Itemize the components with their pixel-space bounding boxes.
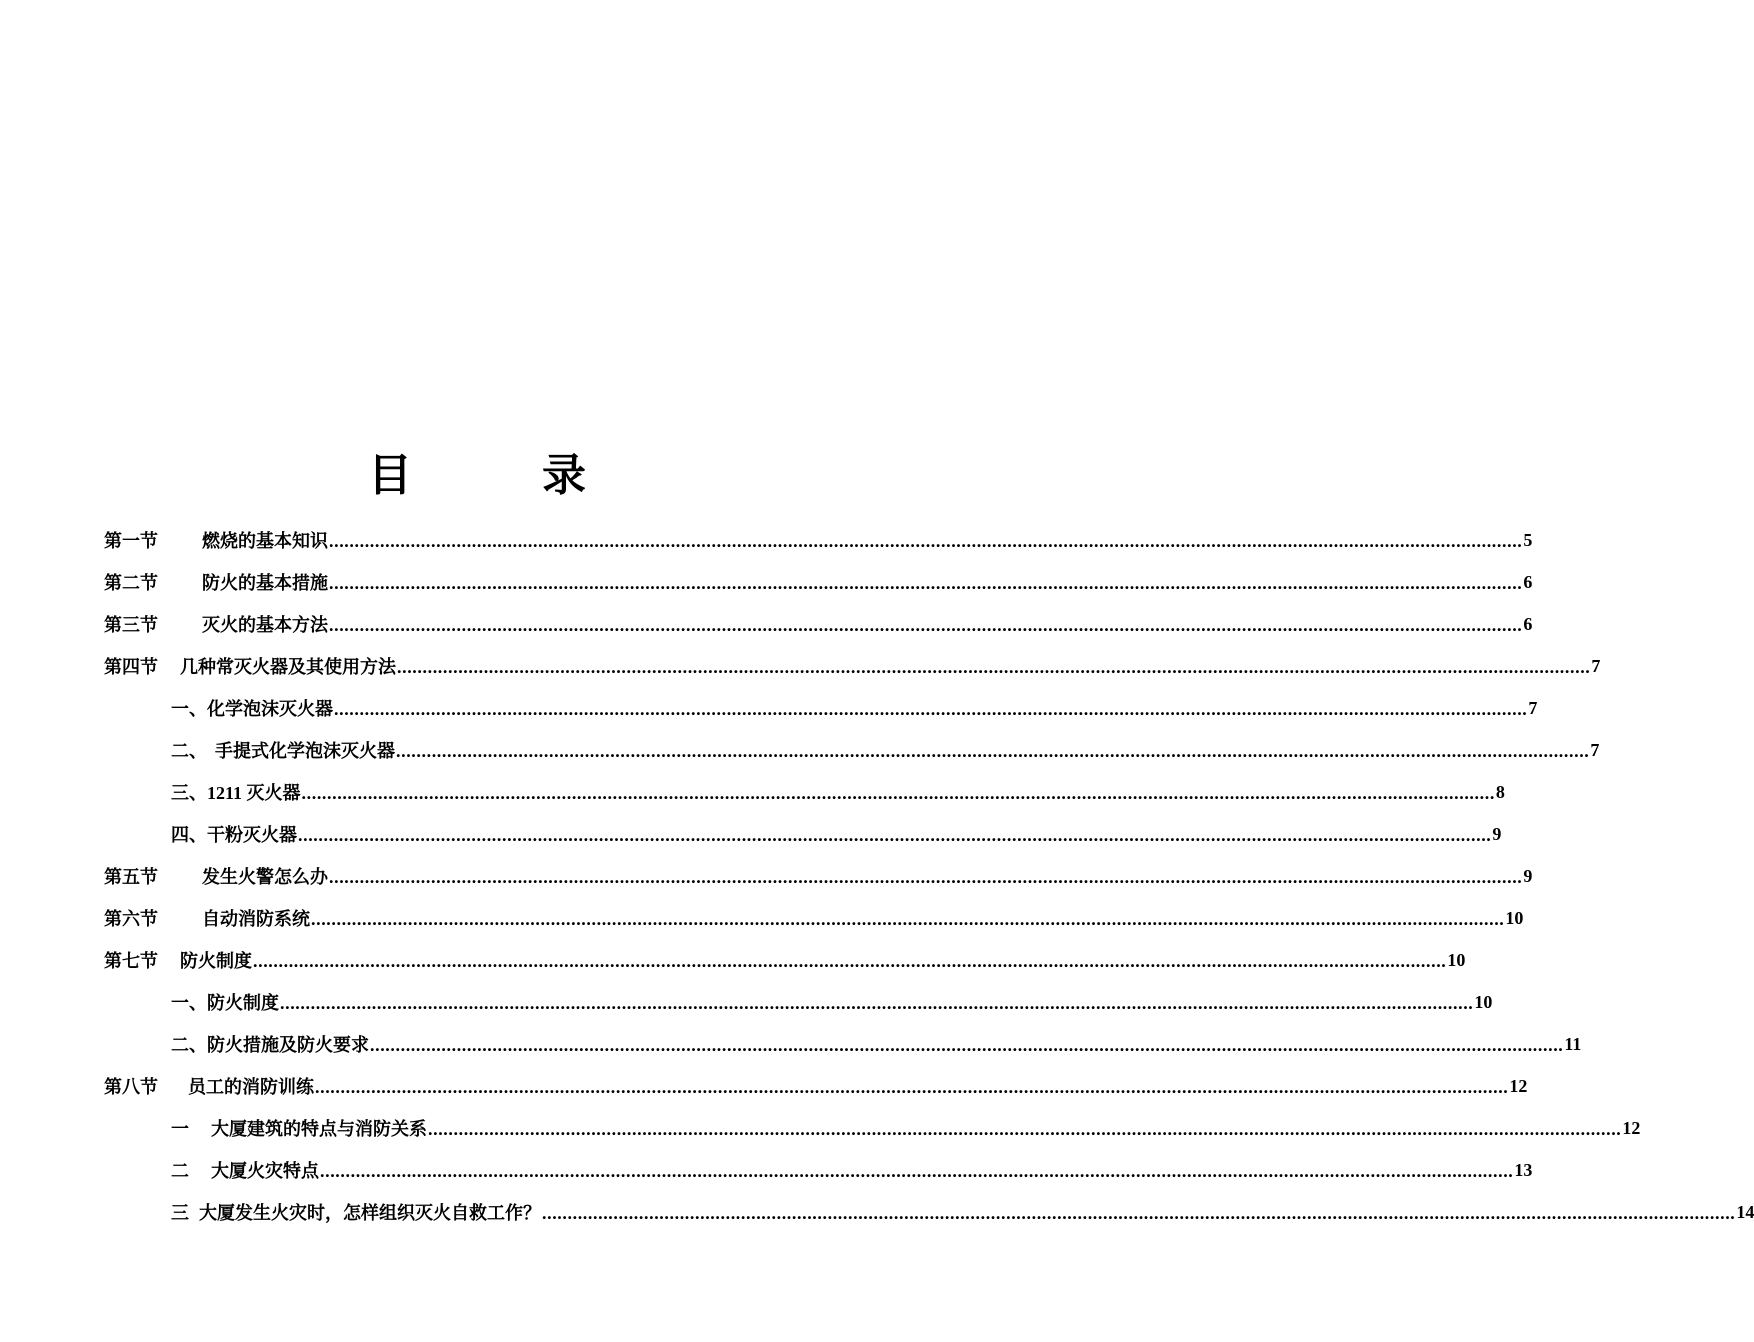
toc-entry-section-3[interactable] [104, 603, 1533, 645]
toc-entry-section-4[interactable] [104, 645, 1601, 687]
entry-heading: 化学泡沫灭火器 [207, 699, 333, 720]
entry-label [104, 527, 328, 553]
entry-heading: 防火制度 [207, 993, 279, 1014]
dot-leader: .......................................................................................................................................................................................................................................... [253, 950, 1447, 971]
toc-entry-sub-8-2[interactable] [104, 1149, 1533, 1191]
dot-leader: .......................................................................................................................................................................................................................................... [396, 740, 1590, 761]
entry-page-number: 12 [1509, 1075, 1528, 1096]
entry-section: 第八节 [104, 1077, 158, 1098]
toc-entry-sub-4-3[interactable] [104, 771, 1505, 813]
entry-label [104, 863, 328, 889]
dot-leader: .......................................................................................................................................................................................................................................... [329, 614, 1523, 635]
toc-entry-sub-4-2[interactable] [104, 729, 1600, 771]
entry-heading: 大厦火灾特点 [211, 1161, 319, 1182]
entry-heading: 防火的基本措施 [202, 573, 328, 594]
entry-heading: 灭火的基本方法 [202, 615, 328, 636]
dot-leader: .......................................................................................................................................................................................................................................... [320, 1160, 1514, 1181]
entry-heading: 干粉灭火器 [207, 825, 297, 846]
entry-page-number: 8 [1495, 781, 1505, 802]
toc-list [104, 519, 1754, 1233]
entry-section: 一、 [171, 993, 207, 1014]
entry-page-number: 14 [1736, 1201, 1754, 1222]
entry-label [171, 1199, 541, 1225]
entry-page-number: 6 [1523, 613, 1533, 634]
entry-heading: 1211 灭火器 [207, 783, 301, 803]
entry-heading: 大厦建筑的特点与消防关系 [211, 1119, 427, 1140]
entry-page-number: 9 [1492, 823, 1502, 844]
entry-heading: 手提式化学泡沫灭火器 [215, 741, 395, 762]
toc-title [0, 446, 950, 506]
entry-label [104, 1073, 314, 1099]
entry-heading: 燃烧的基本知识 [202, 531, 328, 552]
entry-section: 一 [171, 1119, 189, 1140]
toc-entry-section-1[interactable] [104, 519, 1533, 561]
entry-heading: 员工的消防训练 [188, 1077, 314, 1098]
toc-entry-section-6[interactable] [104, 897, 1524, 939]
entry-section: 第七节 [104, 951, 158, 972]
entry-page-number: 12 [1622, 1117, 1641, 1138]
entry-page-number: 10 [1474, 991, 1493, 1012]
entry-page-number: 13 [1514, 1159, 1533, 1180]
dot-leader: .......................................................................................................................................................................................................................................... [329, 530, 1523, 551]
entry-section: 三、 [171, 783, 207, 804]
dot-leader: .......................................................................................................................................................................................................................................... [315, 1076, 1509, 1097]
entry-heading: 大厦发生火灾时，怎样组织灭火自救工作？ [199, 1203, 541, 1224]
entry-label [171, 737, 395, 763]
entry-section: 二 [171, 1161, 189, 1182]
dot-leader: .......................................................................................................................................................................................................................................... [301, 782, 1495, 803]
entry-heading: 自动消防系统 [202, 909, 310, 930]
toc-entry-section-7[interactable] [104, 939, 1466, 981]
entry-page-number: 7 [1590, 739, 1600, 760]
dot-leader: .......................................................................................................................................................................................................................................... [280, 992, 1474, 1013]
toc-entry-sub-8-1[interactable] [104, 1107, 1641, 1149]
entry-label [104, 569, 328, 595]
toc-entry-section-5[interactable] [104, 855, 1533, 897]
entry-page-number: 7 [1591, 655, 1601, 676]
entry-page-number: 7 [1528, 697, 1538, 718]
entry-label [171, 695, 333, 721]
entry-section: 一、 [171, 699, 207, 720]
entry-section: 第六节 [104, 909, 158, 930]
entry-page-number: 10 [1505, 907, 1524, 928]
entry-label [104, 947, 252, 973]
toc-entry-section-2[interactable] [104, 561, 1533, 603]
entry-heading: 发生火警怎么办 [202, 867, 328, 888]
dot-leader: .......................................................................................................................................................................................................................................... [428, 1118, 1622, 1139]
dot-leader: .......................................................................................................................................................................................................................................... [311, 908, 1505, 929]
dot-leader: .......................................................................................................................................................................................................................................... [542, 1202, 1736, 1223]
toc-entry-section-8[interactable] [104, 1065, 1528, 1107]
toc-entry-sub-7-1[interactable] [104, 981, 1493, 1023]
entry-section: 二、 [171, 1035, 207, 1056]
entry-label [171, 821, 297, 847]
entry-label [171, 1115, 427, 1141]
entry-page-number: 6 [1523, 571, 1533, 592]
entry-heading: 防火措施及防火要求 [207, 1035, 369, 1056]
entry-page-number: 11 [1564, 1033, 1582, 1054]
toc-title-char-1: 目 [368, 450, 412, 501]
entry-label [171, 1031, 369, 1057]
toc-title-char-2: 录 [542, 450, 586, 501]
entry-section: 第四节 [104, 657, 158, 678]
toc-entry-sub-4-4[interactable] [104, 813, 1502, 855]
entry-label [171, 1157, 319, 1183]
entry-label [104, 653, 396, 679]
toc-entry-sub-7-2[interactable] [104, 1023, 1582, 1065]
entry-label [171, 779, 301, 805]
entry-label [171, 989, 279, 1015]
entry-section: 第二节 [104, 573, 158, 594]
entry-section: 第三节 [104, 615, 158, 636]
dot-leader: .......................................................................................................................................................................................................................................... [397, 656, 1591, 677]
entry-page-number: 5 [1523, 529, 1533, 550]
entry-section: 三 [171, 1203, 189, 1224]
dot-leader: .......................................................................................................................................................................................................................................... [329, 572, 1523, 593]
entry-section: 四、 [171, 825, 207, 846]
entry-label [104, 905, 310, 931]
entry-section: 第五节 [104, 867, 158, 888]
dot-leader: .......................................................................................................................................................................................................................................... [298, 824, 1492, 845]
entry-page-number: 9 [1523, 865, 1533, 886]
entry-label [104, 611, 328, 637]
toc-entry-sub-8-3[interactable] [104, 1191, 1754, 1233]
entry-heading: 几种常灭火器及其使用方法 [180, 657, 396, 678]
dot-leader: .......................................................................................................................................................................................................................................... [329, 866, 1523, 887]
entry-section: 二、 [171, 741, 207, 762]
entry-heading: 防火制度 [180, 951, 252, 972]
dot-leader: .......................................................................................................................................................................................................................................... [334, 698, 1528, 719]
toc-entry-sub-4-1[interactable] [104, 687, 1538, 729]
entry-section: 第一节 [104, 531, 158, 552]
entry-page-number: 10 [1447, 949, 1466, 970]
dot-leader: .......................................................................................................................................................................................................................................... [370, 1034, 1564, 1055]
